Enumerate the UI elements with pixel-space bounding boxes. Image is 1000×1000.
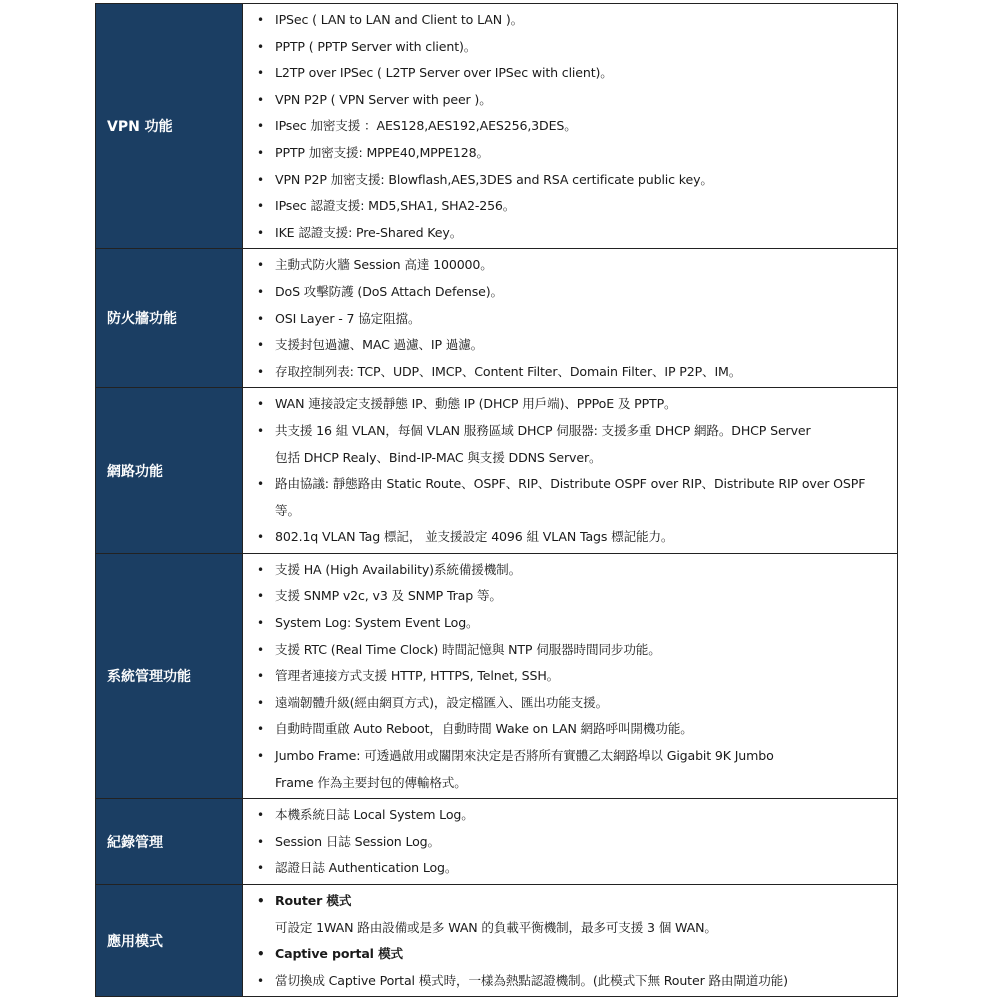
feature-item-continuation [243,498,891,525]
section-label: 紀錄管理 [96,799,243,885]
bullet-icon: • [257,338,264,353]
feature-text: 可設定 1WAN 路由設備或是多 WAN 的負載平衡機制，最多可支援 3 個 WAN。 [275,919,717,935]
section-label: 系統管理功能 [96,553,243,798]
feature-item [243,391,891,418]
section-content [243,885,898,997]
feature-text: IPSec ( LAN to LAN and Client to LAN )。 [275,12,524,27]
bullet-icon: • [257,722,264,737]
feature-item [243,252,891,279]
section-row [96,553,898,798]
feature-item [243,915,891,942]
feature-text: 支援封包過濾、MAC 過濾、IP 過濾。 [275,337,484,353]
feature-list [243,888,891,994]
feature-text: PPTP ( PPTP Server with client)。 [275,38,477,54]
feature-text: 遠端韌體升級(經由網頁方式)，設定檔匯入、匯出功能支援。 [275,694,609,710]
bullet-icon: • [257,119,264,134]
section-content [243,388,898,554]
feature-text: 支援 RTC (Real Time Clock) 時間記憶與 NTP 伺服器時間同步功能。 [275,641,661,657]
bullet-icon: • [257,423,264,438]
feature-text: 管理者連接方式支援 HTTP, HTTPS, Telnet, SSH。 [275,668,560,684]
feature-item [243,637,891,664]
feature-text: VPN P2P 加密支援: Blowflash,AES,3DES and RSA certificate public key。 [275,171,713,187]
section-row [96,388,898,554]
bullet-icon: • [257,199,264,214]
bullet-icon: • [257,258,264,273]
feature-item [243,829,891,856]
feature-item [243,167,891,194]
bullet-icon: • [257,947,265,962]
feature-list [243,7,891,246]
bullet-icon: • [257,39,264,54]
bullet-icon: • [257,642,264,657]
feature-item [243,220,891,247]
feature-item [243,663,891,690]
feature-text: Jumbo Frame: 可透過啟用或關閉來決定是否將所有實體乙太網路埠以 Gigabit 9K Jumbo [275,748,774,764]
feature-text: 本機系統日誌 Local System Log。 [275,807,474,823]
feature-text: WAN 連接設定支援靜態 IP、動態 IP (DHCP 用戶端)、PPPoE 及 PPTP。 [275,396,677,412]
feature-item [243,471,891,498]
feature-text: 路由協議: 靜態路由 Static Route、OSPF、RIP、Distribute OSPF over RIP、Distribute RIP over OSPF [275,476,866,492]
feature-item [243,610,891,637]
feature-text: 等。 [275,502,300,518]
feature-text: 支援 SNMP v2c, v3 及 SNMP Trap 等。 [275,588,502,604]
feature-text: Frame 作為主要封包的傳輸格式。 [275,774,467,790]
feature-text: OSI Layer - 7 協定阻擋。 [275,310,421,326]
feature-item [243,193,891,220]
feature-item [243,690,891,717]
feature-text: 認證日誌 Authentication Log。 [275,860,458,876]
feature-item [243,359,891,386]
bullet-icon: • [257,364,264,379]
feature-text: Captive portal 模式 [275,946,403,962]
feature-item [243,87,891,114]
bullet-icon: • [257,172,264,187]
bullet-icon: • [257,311,264,326]
section-row [96,799,898,885]
section-label: 網路功能 [96,388,243,554]
spec-table-body [96,4,898,997]
feature-list [243,252,891,385]
bullet-icon: • [257,834,264,849]
feature-text: IPsec 認證支援: MD5,SHA1, SHA2-256。 [275,198,516,214]
bullet-icon: • [257,669,264,684]
feature-item [243,332,891,359]
bullet-icon: • [257,13,264,27]
section-content [243,799,898,885]
feature-text: 存取控制列表: TCP、UDP、IMCP、Content Filter、Domain Filter、IP P2P、IM。 [275,363,742,379]
bullet-icon: • [257,66,264,81]
feature-list [243,391,891,551]
feature-item [243,34,891,61]
feature-text: 共支援 16 組 VLAN，每個 VLAN 服務區域 DHCP 伺服器: 支援多重 DHCP 網路。DHCP Server [275,422,811,438]
feature-text: Router 模式 [275,893,352,908]
feature-item [243,418,891,445]
feature-item [243,113,891,140]
feature-text: 802.1q VLAN Tag 標記， 並支援設定 4096 組 VLAN Tags 標記能力。 [275,529,674,545]
feature-item [243,855,891,882]
bullet-icon: • [257,589,264,604]
section-row [96,885,898,997]
bullet-icon: • [257,397,264,412]
feature-text: 當切換成 Captive Portal 模式時，一樣為熱點認證機制。(此模式下無 Router 路由閘道功能) [275,972,788,988]
bullet-icon: • [257,92,264,107]
feature-item-continuation [243,445,891,472]
bullet-icon: • [257,861,264,876]
section-content [243,553,898,798]
feature-item [243,7,891,34]
feature-text: IKE 認證支援: Pre-Shared Key。 [275,224,463,240]
feature-item [243,968,891,995]
bullet-icon: • [257,973,264,988]
feature-item [243,802,891,829]
feature-text: PPTP 加密支援: MPPE40,MPPE128。 [275,144,489,160]
feature-item [243,306,891,333]
feature-text: L2TP over IPSec ( L2TP Server over IPSec with client)。 [275,65,613,81]
section-content [243,4,898,249]
bullet-icon: • [257,225,264,240]
feature-text: 主動式防火牆 Session 高達 100000。 [275,257,493,273]
bullet-icon: • [257,530,264,545]
feature-text: Session 日誌 Session Log。 [275,833,440,849]
bullet-icon: • [257,284,264,299]
section-row [96,249,898,388]
feature-text: 自動時間重啟 Auto Reboot，自動時間 Wake on LAN 網路呼叫開機功能。 [275,721,693,737]
bullet-icon: • [257,477,264,492]
bullet-icon: • [257,616,264,631]
feature-item [243,583,891,610]
feature-item-continuation [243,770,891,797]
feature-item [243,524,891,551]
feature-item [243,60,891,87]
section-label: 防火牆功能 [96,249,243,388]
feature-text: System Log: System Event Log。 [275,615,479,631]
feature-item [243,140,891,167]
feature-text: VPN P2P ( VPN Server with peer )。 [275,91,492,107]
section-label: 應用模式 [96,885,243,997]
feature-item [243,716,891,743]
feature-text: IPsec 加密支援 ：AES128,AES192,AES256,3DES。 [275,118,577,134]
bullet-icon: • [257,808,264,823]
feature-list [243,802,891,882]
bullet-icon: • [257,562,264,577]
feature-text: 支援 HA (High Availability)系統備援機制。 [275,561,522,577]
spec-table [95,3,898,997]
feature-text: DoS 攻擊防護 (DoS Attach Defense)。 [275,283,503,299]
bullet-icon: • [257,749,264,764]
feature-item [243,279,891,306]
bullet-icon: • [257,145,264,160]
feature-item [243,941,891,968]
bullet-icon: • [257,695,264,710]
section-content [243,249,898,388]
feature-text: 包括 DHCP Realy、Bind-IP-MAC 與支援 DDNS Server。 [275,449,602,465]
bullet-icon: • [257,894,265,908]
feature-item [243,743,891,770]
feature-item [243,888,891,915]
feature-item [243,557,891,584]
feature-list [243,557,891,796]
section-row [96,4,898,249]
section-label: VPN 功能 [96,4,243,249]
